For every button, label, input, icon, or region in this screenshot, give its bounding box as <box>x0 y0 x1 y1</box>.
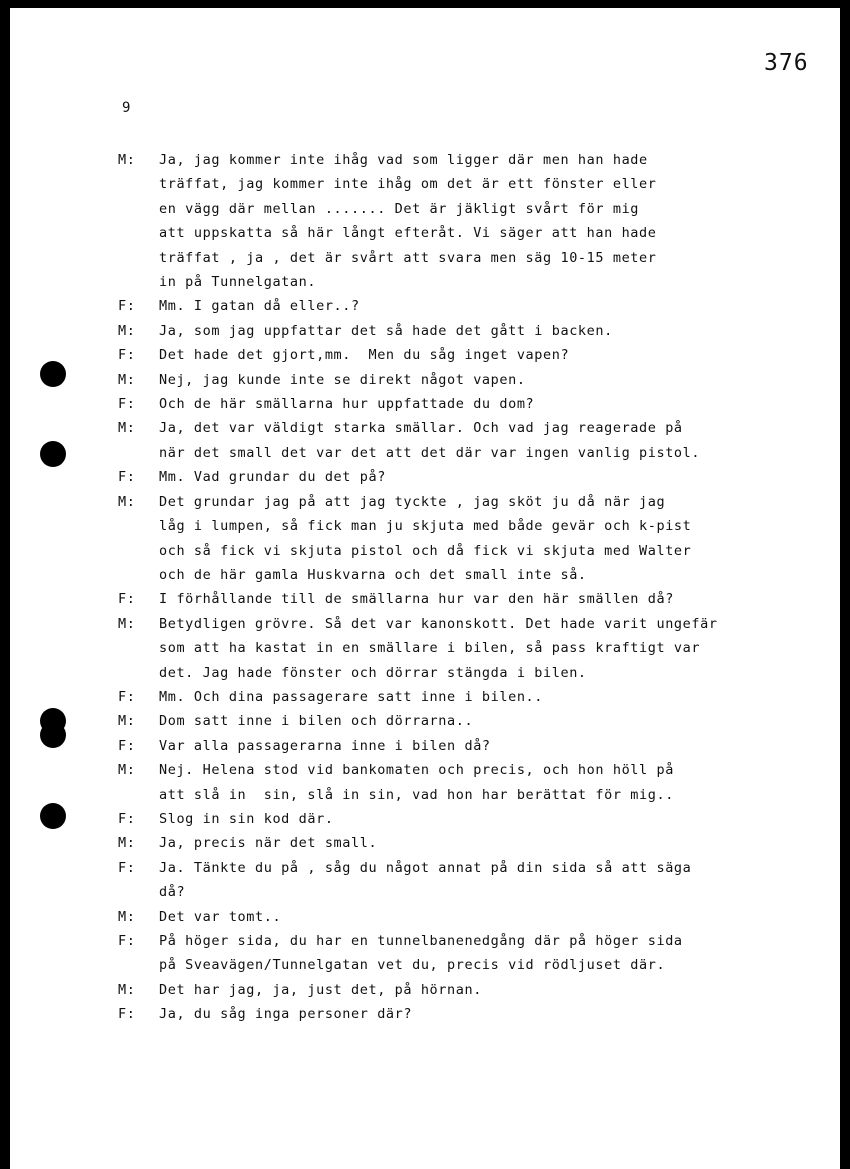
transcript-turn <box>118 490 808 588</box>
speaker-label: F: <box>118 469 136 486</box>
transcript-turn <box>118 758 808 807</box>
speaker-label: M: <box>118 420 136 437</box>
speaker-label: M: <box>118 493 136 510</box>
text-line: Mm. I gatan då eller..? <box>159 298 360 315</box>
text-line: en vägg där mellan ....... Det är jäkligt svårt för mig <box>159 200 640 217</box>
text-line: då? <box>159 884 186 901</box>
turn-text <box>159 905 808 929</box>
speaker-label: M: <box>118 615 136 632</box>
turn-text <box>159 807 808 831</box>
turn-text <box>159 490 808 588</box>
turn-text <box>159 831 808 855</box>
turn-text <box>159 978 808 1002</box>
text-line: när det small det var det att det där var ingen vanlig pistol. <box>159 444 701 461</box>
transcript-turn <box>118 685 808 709</box>
text-line: På höger sida, du har en tunnelbanenedgång där på höger sida <box>159 933 683 949</box>
punch-hole <box>40 441 66 467</box>
turn-text <box>159 1002 808 1026</box>
transcript-turn <box>118 856 808 905</box>
speaker-label: M: <box>118 835 136 852</box>
punch-hole <box>40 361 66 387</box>
turn-text <box>159 856 808 905</box>
text-line: Det grundar jag på att jag tyckte , jag sköt ju då när jag <box>159 493 666 510</box>
transcript-turn <box>118 368 808 392</box>
turn-text <box>159 758 808 807</box>
text-line: att slå in sin, slå in sin, vad hon har berättat för mig.. <box>159 786 674 803</box>
transcript-turn <box>118 148 808 294</box>
transcript-turn <box>118 392 808 416</box>
transcript-turn <box>118 319 808 343</box>
speaker-label: F: <box>118 737 136 754</box>
transcript-turn <box>118 978 808 1002</box>
turn-text <box>159 612 808 685</box>
turn-text <box>159 148 808 294</box>
text-line: Det hade det gjort,mm. Men du såg inget vapen? <box>159 347 570 364</box>
speaker-label: F: <box>118 298 136 315</box>
text-line: på Sveavägen/Tunnelgatan vet du, precis vid rödljuset där. <box>159 957 666 974</box>
speaker-label: F: <box>118 1006 136 1023</box>
page-number: 376 <box>764 50 809 76</box>
speaker-label: F: <box>118 591 136 608</box>
text-line: Slog in sin kod där. <box>159 810 334 827</box>
transcript-turn <box>118 612 808 685</box>
turn-text <box>159 709 808 733</box>
text-line: Ja, jag kommer inte ihåg vad som ligger där men han hade <box>159 152 648 168</box>
text-line: Ja, precis när det small. <box>159 835 378 852</box>
transcript-turn <box>118 416 808 465</box>
transcript-turn <box>118 929 808 978</box>
speaker-label: F: <box>118 688 136 705</box>
turn-text <box>159 685 808 709</box>
speaker-label: M: <box>118 322 136 339</box>
text-line: och så fick vi skjuta pistol och då fick vi skjuta med Walter <box>159 542 692 559</box>
text-line: Ja, det var väldigt starka smällar. Och vad jag reagerade på <box>159 420 683 437</box>
speaker-label: M: <box>118 152 136 168</box>
transcript-turn <box>118 1002 808 1026</box>
speaker-label: M: <box>118 908 136 925</box>
text-line: Och de här smällarna hur uppfattade du dom? <box>159 396 535 413</box>
transcript-turn <box>118 734 808 758</box>
text-line: Ja, som jag uppfattar det så hade det gått i backen. <box>159 322 613 339</box>
text-line: I förhållande till de smällarna hur var den här smällen då? <box>159 591 674 608</box>
turn-text <box>159 465 808 489</box>
transcript-turn <box>118 831 808 855</box>
punch-hole <box>40 803 66 829</box>
text-line: träffat, jag kommer inte ihåg om det är ett fönster eller <box>159 176 657 193</box>
transcript-turn <box>118 294 808 318</box>
turn-text <box>159 343 808 367</box>
speaker-label: F: <box>118 810 136 827</box>
text-line: Det har jag, ja, just det, på hörnan. <box>159 981 482 998</box>
text-line: Dom satt inne i bilen och dörrarna.. <box>159 713 474 730</box>
transcript-turn <box>118 905 808 929</box>
text-line: träffat , ja , det är svårt att svara men säg 10-15 meter <box>159 249 657 266</box>
speaker-label: F: <box>118 933 136 949</box>
speaker-label: F: <box>118 859 136 876</box>
speaker-label: F: <box>118 347 136 364</box>
text-line: och de här gamla Huskvarna och det small inte så. <box>159 566 587 583</box>
turn-text <box>159 734 808 758</box>
text-line: som att ha kastat in en smällare i bilen, så pass kraftigt var <box>159 640 701 657</box>
text-line: Ja, du såg inga personer där? <box>159 1006 413 1023</box>
text-line: låg i lumpen, så fick man ju skjuta med både gevär och k-pist <box>159 518 692 535</box>
text-line: Nej, jag kunde inte se direkt något vapen. <box>159 371 526 388</box>
speaker-label: M: <box>118 713 136 730</box>
turn-text <box>159 368 808 392</box>
speaker-label: M: <box>118 762 136 779</box>
transcript-turn <box>118 709 808 733</box>
turn-text <box>159 416 808 465</box>
transcript-turn <box>118 343 808 367</box>
text-line: Det var tomt.. <box>159 908 282 925</box>
turn-text <box>159 392 808 416</box>
punch-hole <box>40 722 66 748</box>
interview-transcript <box>118 148 808 1027</box>
text-line: Nej. Helena stod vid bankomaten och precis, och hon höll på <box>159 762 674 779</box>
transcript-turn <box>118 465 808 489</box>
turn-text <box>159 294 808 318</box>
text-line: det. Jag hade fönster och dörrar stängda i bilen. <box>159 664 587 681</box>
section-number: 9 <box>122 100 131 116</box>
text-line: Mm. Och dina passagerare satt inne i bilen.. <box>159 688 544 705</box>
text-line: in på Tunnelgatan. <box>159 274 317 291</box>
transcript-turn <box>118 807 808 831</box>
text-line: att uppskatta så här långt efteråt. Vi säger att han hade <box>159 225 657 242</box>
text-line: Betydligen grövre. Så det var kanonskott. Det hade varit ungefär <box>159 615 718 632</box>
text-line: Var alla passagerarna inne i bilen då? <box>159 737 491 754</box>
text-line: Ja. Tänkte du på , såg du något annat på din sida så att säga <box>159 859 692 876</box>
text-line: Mm. Vad grundar du det på? <box>159 469 386 486</box>
transcript-turn <box>118 587 808 611</box>
turn-text <box>159 587 808 611</box>
turn-text <box>159 929 808 978</box>
speaker-label: M: <box>118 981 136 998</box>
speaker-label: M: <box>118 371 136 388</box>
speaker-label: F: <box>118 396 136 413</box>
turn-text <box>159 319 808 343</box>
